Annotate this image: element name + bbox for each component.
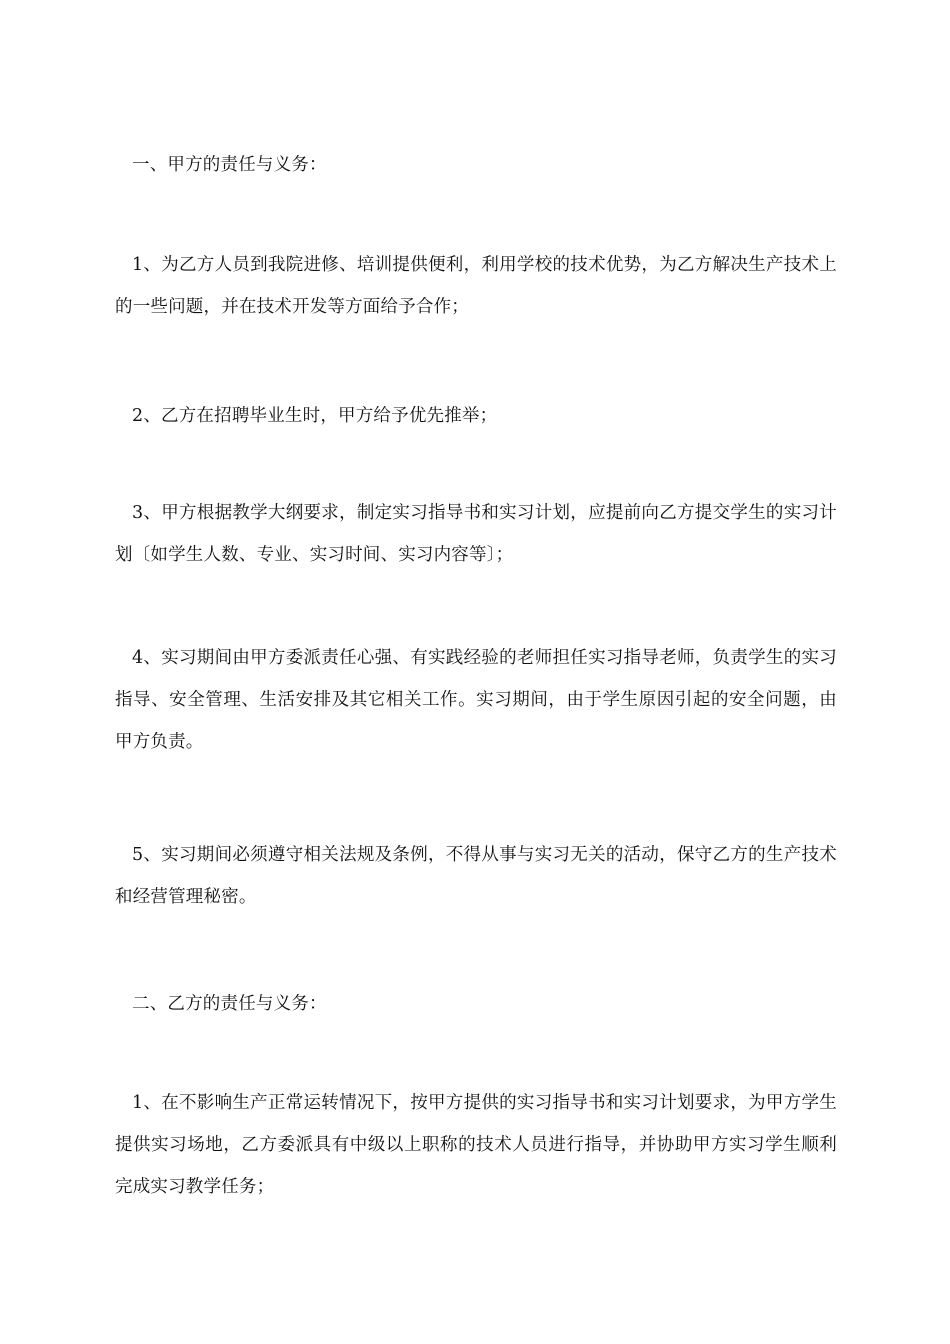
section-heading-party-b: 二、乙方的责任与义务： [132, 994, 327, 1014]
paragraph-a4: 4、实习期间由甲方委派责任心强、有实践经验的老师担任实习指导老师，负责学生的实习指导、安全管理、生活安排及其它相关工作。实习期间，由于学生原因引起的安全问题，由甲方负责。 [115, 648, 837, 752]
paragraph-a2: 2、乙方在招聘毕业生时，甲方给予优先推举； [132, 406, 498, 426]
paragraph-a3: 3、甲方根据教学大纲要求，制定实习指导书和实习计划，应提前向乙方提交学生的实习计划〔如学生人数、专业、实习时间、实习内容等〕； [115, 503, 837, 565]
paragraph-a1: 1、为乙方人员到我院进修、培训提供便利，利用学校的技术优势，为乙方解决生产技术上的一些问题，并在技术开发等方面给予合作； [115, 255, 837, 317]
paragraph-a5: 5、实习期间必须遵守相关法规及条例，不得从事与实习无关的活动，保守乙方的生产技术和经营管理秘密。 [115, 845, 837, 907]
paragraph-b1: 1、在不影响生产正常运转情况下，按甲方提供的实习指导书和实习计划要求，为甲方学生提供实习场地，乙方委派具有中级以上职称的技术人员进行指导，并协助甲方实习学生顺利完成实习教学任务； [115, 1093, 837, 1197]
section-heading-party-a: 一、甲方的责任与义务： [132, 155, 327, 175]
